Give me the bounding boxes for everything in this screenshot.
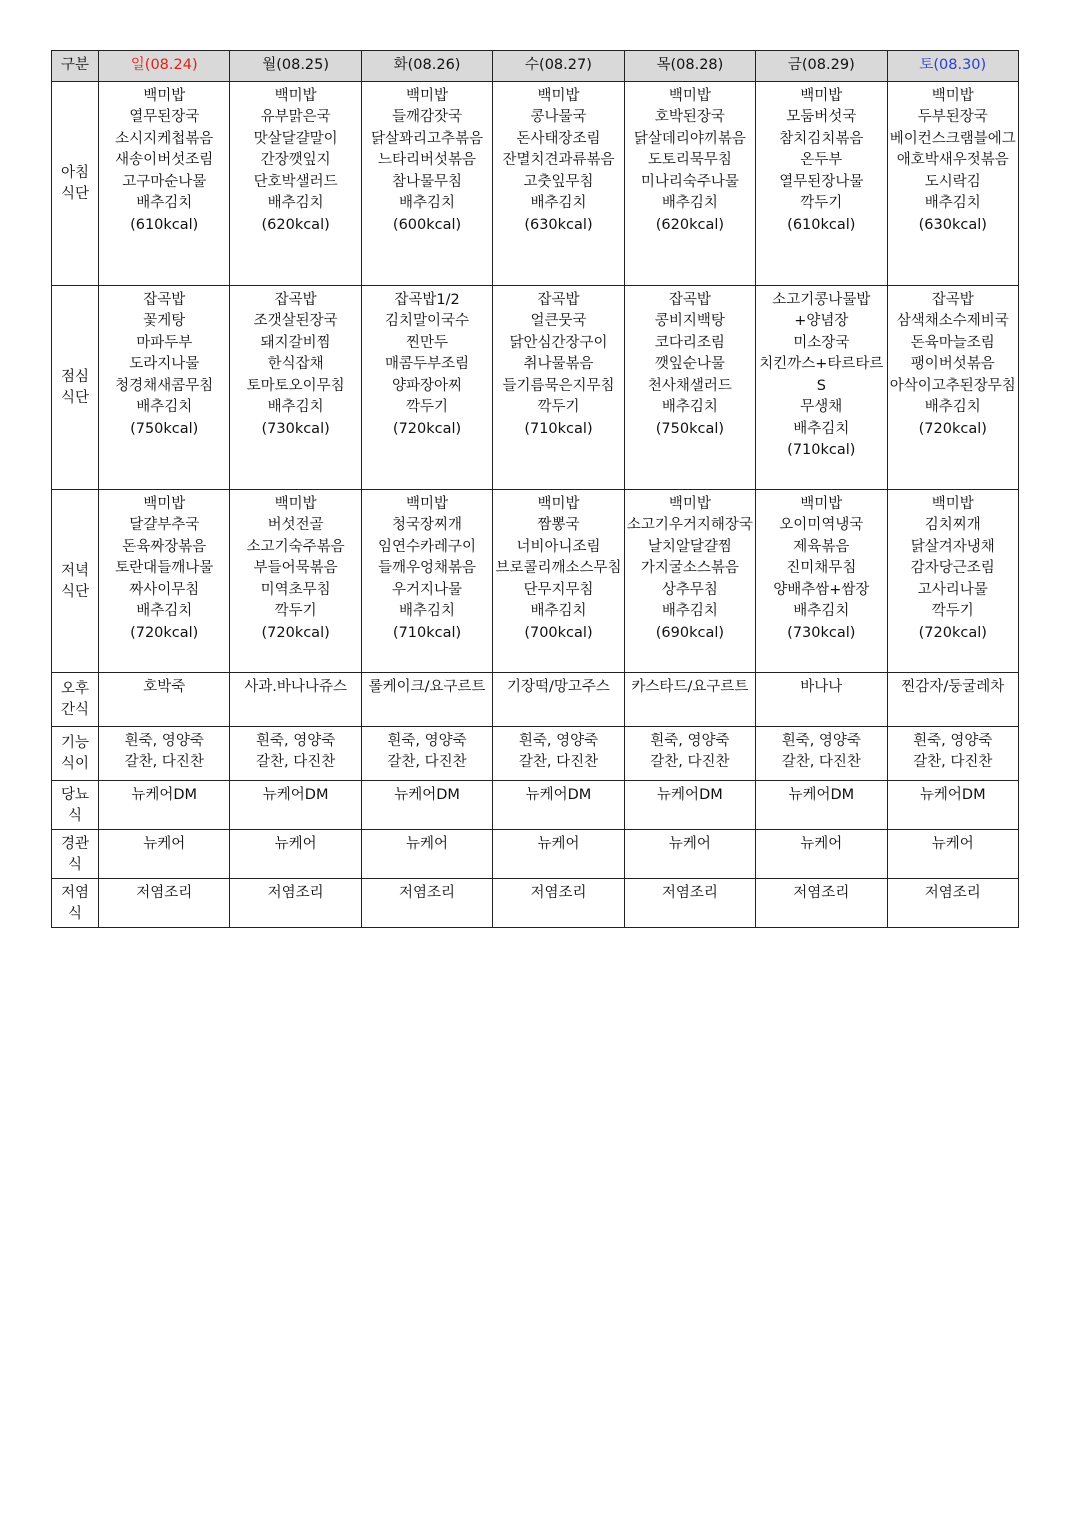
menu-cell-lunch-thu (624, 285, 755, 489)
menu-item: 팽이버섯볶음 (910, 356, 995, 372)
menu-row-dinner (52, 489, 1019, 672)
menu-item: 잡곡밥 (537, 291, 580, 308)
menu-cell-breakfast-fri (756, 81, 887, 285)
menu-item: 간장깻잎지 (260, 152, 331, 168)
header-day-thu: 목(08.28) (624, 51, 755, 82)
menu-item: (600kcal) (392, 216, 462, 233)
menu-item: 롤케이크/요구르트 (368, 678, 486, 695)
menu-item: 참치김치볶음 (779, 130, 864, 147)
menu-cell-diabetic-tue (361, 780, 492, 829)
header-day-tue: 화(08.26) (361, 51, 492, 82)
row-label-text: 저염식 (60, 884, 89, 922)
menu-item: 뉴케어DM (262, 786, 329, 803)
menu-cell-lowsalt-tue (361, 878, 492, 927)
menu-item: 배추김치 (136, 399, 193, 415)
menu-item: 감자당근조림 (910, 560, 995, 576)
menu-item: 잡곡밥1/2 (394, 291, 460, 308)
menu-cell-func-mon (230, 726, 361, 780)
menu-item: 돈육짜장볶음 (122, 538, 207, 555)
menu-item: (750kcal) (655, 420, 725, 437)
menu-item: 온두부 (800, 152, 843, 168)
menu-item: 저염조리 (661, 884, 718, 901)
header-row (52, 51, 1019, 82)
menu-item: 배추김치 (267, 195, 324, 211)
menu-item: 백미밥 (800, 87, 843, 104)
menu-item: 뉴케어DM (131, 786, 198, 803)
menu-item: 콩나물국 (530, 109, 587, 125)
menu-item: 잡곡밥 (143, 291, 186, 308)
menu-item: 천사채샐러드 (647, 377, 732, 394)
menu-cell-diabetic-mon (230, 780, 361, 829)
menu-cell-diabetic-sun (99, 780, 230, 829)
menu-item: (730kcal) (261, 420, 330, 437)
menu-cell-tube-fri (756, 829, 887, 878)
menu-cell-dinner-sun (99, 489, 230, 672)
menu-item: 마파두부 (136, 334, 193, 351)
menu-item: 뉴케어 (800, 835, 843, 852)
menu-item: 백미밥 (274, 87, 317, 104)
menu-item: 백미밥 (406, 87, 449, 104)
menu-item: 너비아니조림 (516, 538, 601, 555)
menu-item: 고사리나물 (917, 581, 988, 598)
menu-cell-lowsalt-fri (756, 878, 887, 927)
menu-cell-func-thu (624, 726, 755, 780)
menu-cell-lunch-sat (887, 285, 1018, 489)
menu-item: 코다리조림 (654, 334, 725, 351)
menu-cell-diabetic-sat (887, 780, 1018, 829)
menu-item: 참나물무침 (392, 173, 463, 190)
menu-item: 베이컨스크램블에그 (889, 130, 1016, 147)
menu-item: 뉴케어DM (394, 786, 460, 803)
menu-item: 양배추쌈+쌈장 (773, 581, 870, 598)
menu-cell-lunch-tue (361, 285, 492, 489)
menu-item: 진미채무침 (786, 560, 857, 576)
menu-item: (620kcal) (655, 216, 725, 233)
menu-item: 저염조리 (530, 884, 587, 901)
menu-item: 청경채새콤무침 (115, 377, 214, 394)
menu-row-lowsalt (52, 878, 1019, 927)
menu-cell-tube-sun (99, 829, 230, 878)
menu-cell-func-fri (756, 726, 887, 780)
menu-cell-lunch-sun (99, 285, 230, 489)
menu-item: 뉴케어DM (919, 786, 986, 803)
menu-item: 흰죽, 영양죽 (913, 732, 993, 749)
menu-item: 소고기콩나물밥 (772, 291, 871, 308)
menu-item: 깍두기 (931, 603, 974, 619)
menu-item: 배추김치 (793, 420, 850, 437)
menu-item: (710kcal) (392, 624, 462, 641)
row-label-text: 경관식 (60, 835, 89, 873)
menu-item: (630kcal) (918, 216, 987, 233)
menu-item: 조갯살된장국 (253, 313, 338, 329)
menu-item: 도토리묵무침 (647, 152, 732, 168)
menu-item: (750kcal) (130, 420, 199, 437)
menu-cell-lunch-mon (230, 285, 361, 489)
menu-item: 들깨감잣국 (392, 109, 463, 125)
row-label-text: 점심식단 (60, 369, 89, 406)
menu-row-lunch (52, 285, 1019, 489)
menu-item: 취나물볶음 (523, 356, 594, 372)
menu-item: 저염조리 (399, 884, 456, 901)
menu-item: 배추김치 (924, 399, 981, 415)
row-label-text: 기능식이 (60, 735, 89, 772)
row-label-text: 오후간식 (60, 681, 89, 718)
menu-item: 바나나 (800, 678, 843, 695)
menu-item: 깍두기 (800, 195, 843, 211)
menu-item: (720kcal) (130, 624, 199, 641)
menu-item: 오이미역냉국 (779, 517, 864, 533)
menu-item: 갈찬, 다진찬 (650, 754, 730, 770)
menu-cell-lunch-fri (756, 285, 887, 489)
menu-item: 배추김치 (267, 399, 324, 415)
header-day-wed: 수(08.27) (493, 51, 624, 82)
menu-item: 미나리숙주나물 (640, 173, 739, 190)
menu-item: 뉴케어DM (525, 786, 592, 803)
menu-item: 배추김치 (793, 603, 850, 619)
menu-item: 백미밥 (143, 495, 186, 512)
menu-item: 소고기숙주볶음 (246, 538, 345, 555)
menu-item: 무생채 (800, 399, 843, 415)
menu-item: 모둠버섯국 (786, 109, 857, 125)
menu-item: 콩비지백탕 (654, 313, 725, 329)
menu-item: 한식잡채 (267, 356, 324, 372)
row-label-tube (52, 829, 99, 878)
menu-item: (730kcal) (787, 624, 856, 641)
row-label-text: 당뇨식 (60, 786, 89, 824)
menu-item: 잡곡밥 (668, 291, 711, 308)
row-label-snack (52, 672, 99, 726)
menu-cell-breakfast-wed (493, 81, 624, 285)
menu-item: (620kcal) (261, 216, 330, 233)
menu-item: 깍두기 (406, 399, 449, 415)
menu-cell-snack-mon (230, 672, 361, 726)
menu-item: 백미밥 (668, 495, 711, 512)
menu-cell-breakfast-thu (624, 81, 755, 285)
menu-item: 백미밥 (931, 87, 974, 104)
menu-item: 흰죽, 영양죽 (256, 732, 336, 749)
menu-cell-snack-wed (493, 672, 624, 726)
menu-item: 저염조리 (924, 884, 981, 901)
menu-item: 백미밥 (931, 495, 974, 512)
menu-item: 새송이버섯조림 (115, 152, 214, 168)
row-label-diabetic (52, 780, 99, 829)
menu-item: (720kcal) (918, 624, 987, 641)
menu-cell-diabetic-thu (624, 780, 755, 829)
menu-item: 부들어묵볶음 (253, 560, 338, 576)
menu-item: 배추김치 (924, 195, 981, 211)
menu-item: (700kcal) (524, 624, 593, 641)
menu-item: 갈찬, 다진찬 (913, 754, 993, 770)
menu-item: 찐감자/둥굴레차 (901, 678, 1005, 695)
menu-cell-dinner-wed (493, 489, 624, 672)
menu-item: 뉴케어 (274, 835, 317, 852)
menu-item: 단호박샐러드 (253, 173, 338, 190)
menu-item: 짜사이무침 (129, 581, 200, 598)
menu-item: 뉴케어 (143, 835, 186, 852)
menu-item: 상추무침 (661, 581, 718, 598)
row-label-breakfast (52, 81, 99, 285)
menu-item: 도시락김 (924, 173, 981, 190)
menu-item: 저염조리 (267, 884, 324, 901)
menu-item: 잔멸치견과류볶음 (502, 152, 615, 168)
header-day-fri: 금(08.29) (756, 51, 887, 82)
menu-cell-tube-thu (624, 829, 755, 878)
menu-item: 고구마순나물 (122, 173, 207, 190)
menu-cell-dinner-tue (361, 489, 492, 672)
menu-item: 매콤두부조림 (385, 356, 470, 372)
row-label-lunch (52, 285, 99, 489)
menu-item: 갈찬, 다진찬 (256, 754, 336, 770)
menu-item: 치킨까스+타르타르S (759, 356, 884, 394)
menu-item: 느타리버섯볶음 (378, 152, 477, 168)
menu-item: 짬뽕국 (537, 517, 580, 533)
row-label-func (52, 726, 99, 780)
menu-item: 백미밥 (668, 87, 711, 104)
menu-cell-func-sun (99, 726, 230, 780)
menu-row-tube (52, 829, 1019, 878)
menu-row-diabetic (52, 780, 1019, 829)
menu-item: (710kcal) (524, 420, 593, 437)
menu-cell-snack-sat (887, 672, 1018, 726)
menu-item: 소고기우거지해장국 (626, 517, 753, 533)
menu-item: 얼큰뭇국 (530, 313, 587, 329)
menu-cell-breakfast-sat (887, 81, 1018, 285)
menu-item: 애호박새우젓볶음 (896, 152, 1009, 168)
menu-item: 꽃게탕 (143, 313, 186, 329)
menu-item: 사과.바나나쥬스 (244, 678, 347, 695)
row-label-text: 저녁식단 (60, 562, 89, 600)
menu-cell-dinner-sat (887, 489, 1018, 672)
menu-item: 잡곡밥 (274, 291, 317, 308)
menu-cell-breakfast-mon (230, 81, 361, 285)
menu-item: (720kcal) (392, 420, 462, 437)
menu-item: 달걀부추국 (129, 517, 200, 533)
menu-cell-func-sat (887, 726, 1018, 780)
menu-item: 돈육마늘조림 (910, 334, 995, 351)
menu-item: (630kcal) (524, 216, 593, 233)
menu-item: +양념장 (794, 313, 849, 329)
menu-item: 닭살꽈리고추볶음 (371, 130, 484, 147)
menu-cell-lowsalt-thu (624, 878, 755, 927)
menu-cell-func-wed (493, 726, 624, 780)
menu-item: 임연수카레구이 (378, 538, 477, 555)
weekly-menu-table (51, 50, 1019, 928)
menu-item: 흰죽, 영양죽 (781, 732, 861, 749)
menu-item: 백미밥 (406, 495, 449, 512)
menu-cell-dinner-fri (756, 489, 887, 672)
menu-item: 돈사태장조림 (516, 130, 601, 147)
menu-item: 백미밥 (143, 87, 186, 104)
menu-item: 잡곡밥 (931, 291, 974, 308)
menu-item: (690kcal) (655, 624, 725, 641)
menu-item: 깻잎순나물 (654, 356, 725, 372)
menu-item: 백미밥 (537, 495, 580, 512)
menu-cell-snack-thu (624, 672, 755, 726)
menu-item: 호박된장국 (654, 109, 725, 125)
menu-item: 유부맑은국 (260, 109, 331, 125)
menu-item: 닭안심간장구이 (509, 334, 608, 351)
menu-item: 들깨우엉채볶음 (378, 560, 477, 576)
menu-item: 흰죽, 영양죽 (124, 732, 204, 749)
menu-cell-snack-tue (361, 672, 492, 726)
menu-item: 갈찬, 다진찬 (124, 754, 204, 770)
menu-item: 닭살데리야끼볶음 (633, 130, 746, 147)
menu-item: 아삭이고추된장무침 (889, 377, 1016, 394)
menu-item: 백미밥 (537, 87, 580, 104)
menu-item: 김치말이국수 (385, 313, 470, 329)
menu-item: 열무된장나물 (779, 173, 864, 190)
header-day-sat: 토(08.30) (887, 51, 1018, 82)
menu-item: 소시지케첩볶음 (115, 130, 214, 147)
menu-item: 찐만두 (406, 334, 449, 351)
menu-cell-diabetic-wed (493, 780, 624, 829)
menu-item: 고춧잎무침 (523, 173, 594, 190)
menu-item: (720kcal) (918, 420, 987, 437)
menu-item: 배추김치 (530, 195, 587, 211)
menu-item: 저염조리 (793, 884, 850, 901)
menu-item: 갈찬, 다진찬 (518, 754, 599, 770)
menu-item: 갈찬, 다진찬 (387, 754, 467, 770)
menu-cell-tube-tue (361, 829, 492, 878)
menu-item: 우거지나물 (392, 581, 463, 598)
menu-item: 가지굴소스볶음 (640, 560, 739, 576)
menu-item: 제육볶음 (793, 538, 850, 555)
menu-item: 청국장찌개 (392, 517, 463, 533)
menu-item: 뉴케어 (406, 835, 449, 852)
menu-item: 돼지갈비찜 (260, 334, 331, 351)
menu-item: 흰죽, 영양죽 (387, 732, 467, 749)
menu-item: 들기름묵은지무침 (502, 377, 615, 394)
menu-cell-snack-sun (99, 672, 230, 726)
menu-cell-tube-sat (887, 829, 1018, 878)
menu-item: 흰죽, 영양죽 (518, 732, 599, 749)
menu-item: (610kcal) (130, 216, 199, 233)
menu-cell-breakfast-tue (361, 81, 492, 285)
menu-item: 카스타드/요구르트 (631, 678, 749, 695)
menu-item: (610kcal) (787, 216, 856, 233)
menu-item: 미소장국 (793, 334, 850, 351)
menu-cell-snack-fri (756, 672, 887, 726)
menu-cell-diabetic-fri (756, 780, 887, 829)
row-label-lowsalt (52, 878, 99, 927)
menu-item: 뉴케어 (931, 835, 974, 852)
menu-row-func (52, 726, 1019, 780)
menu-cell-lowsalt-sat (887, 878, 1018, 927)
menu-cell-dinner-mon (230, 489, 361, 672)
menu-item: 배추김치 (399, 603, 456, 619)
menu-item: 배추김치 (399, 195, 456, 211)
menu-cell-breakfast-sun (99, 81, 230, 285)
menu-cell-func-tue (361, 726, 492, 780)
menu-item: 저염조리 (136, 884, 193, 901)
menu-item: 배추김치 (136, 195, 193, 211)
menu-item: 미역초무침 (260, 581, 331, 598)
menu-item: 날치알달걀찜 (647, 538, 732, 555)
header-day-mon: 월(08.25) (230, 51, 361, 82)
menu-item: 닭살겨자냉채 (910, 538, 995, 555)
menu-item: 뉴케어DM (788, 786, 855, 803)
menu-item: 양파장아찌 (392, 377, 463, 394)
menu-item: 흰죽, 영양죽 (650, 732, 730, 749)
menu-item: 배추김치 (661, 603, 718, 619)
menu-cell-tube-mon (230, 829, 361, 878)
header-label: 구분 (52, 51, 99, 82)
menu-item: 뉴케어DM (657, 786, 723, 803)
row-label-dinner (52, 489, 99, 672)
menu-cell-dinner-thu (624, 489, 755, 672)
menu-item: 배추김치 (661, 399, 718, 415)
menu-item: (720kcal) (261, 624, 330, 641)
menu-item: 갈찬, 다진찬 (781, 754, 861, 770)
menu-cell-lowsalt-mon (230, 878, 361, 927)
menu-item: 배추김치 (136, 603, 193, 619)
menu-item: 단무지무침 (523, 581, 594, 598)
menu-item: (710kcal) (787, 442, 856, 458)
menu-item: 뉴케어 (537, 835, 580, 852)
menu-item: 백미밥 (800, 495, 843, 512)
menu-item: 배추김치 (530, 603, 587, 619)
menu-item: 브로콜리깨소스무침 (495, 560, 622, 576)
menu-item: 삼색채소수제비국 (896, 313, 1009, 329)
menu-cell-tube-wed (493, 829, 624, 878)
menu-item: 김치찌개 (924, 517, 981, 533)
menu-cell-lunch-wed (493, 285, 624, 489)
menu-item: 두부된장국 (917, 109, 988, 125)
menu-cell-lowsalt-sun (99, 878, 230, 927)
row-label-text: 아침식단 (60, 165, 89, 202)
menu-item: 도라지나물 (129, 356, 200, 372)
menu-cell-lowsalt-wed (493, 878, 624, 927)
menu-item: 호박죽 (143, 678, 186, 695)
menu-item: 열무된장국 (129, 109, 200, 125)
menu-item: 깍두기 (274, 603, 317, 619)
menu-item: 토마토오이무침 (246, 377, 345, 394)
header-day-sun: 일(08.24) (99, 51, 230, 82)
menu-row-breakfast (52, 81, 1019, 285)
menu-row-snack (52, 672, 1019, 726)
menu-item: 토란대들깨나물 (115, 560, 214, 576)
menu-item: 버섯전골 (267, 517, 324, 533)
menu-item: 배추김치 (661, 195, 718, 211)
menu-item: 깍두기 (537, 399, 580, 415)
menu-item: 백미밥 (274, 495, 317, 512)
menu-item: 기장떡/망고주스 (507, 678, 610, 695)
menu-item: 뉴케어 (668, 835, 711, 852)
menu-item: 맛살달걀말이 (253, 130, 338, 147)
